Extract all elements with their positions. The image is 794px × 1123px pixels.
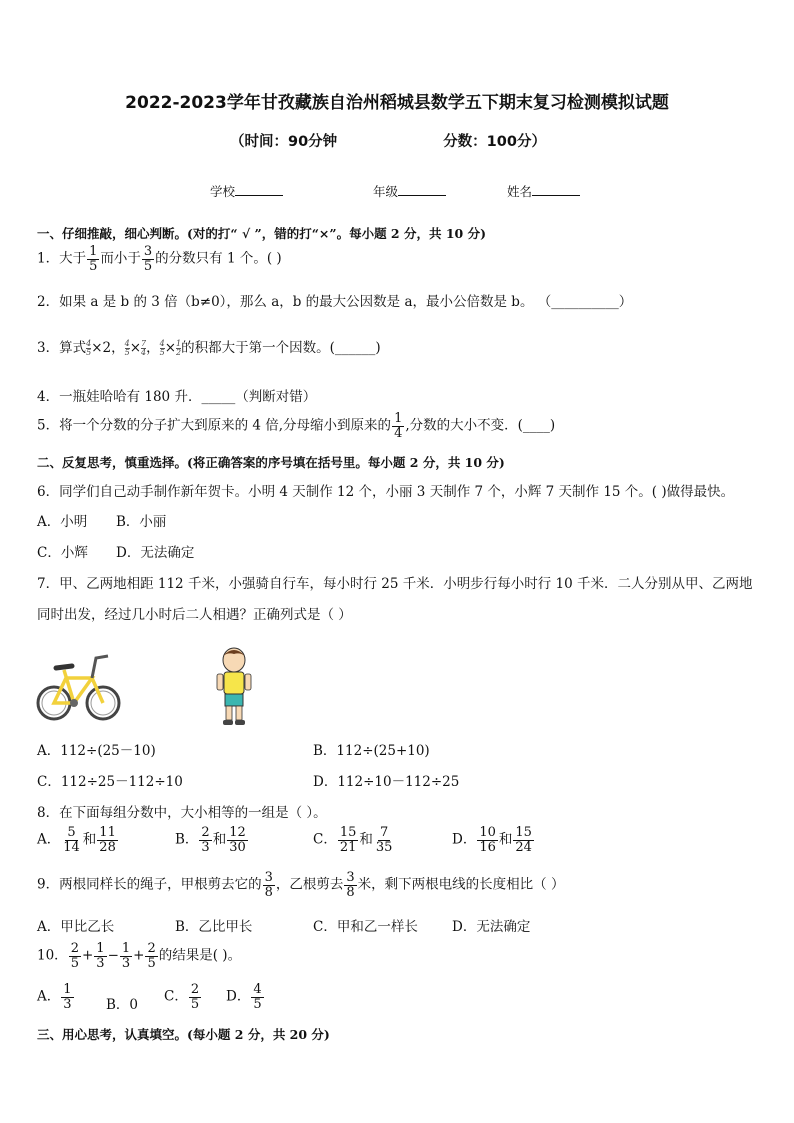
score-info: 分数：100分） <box>443 134 546 150</box>
q6-option-a[interactable]: A．小明 <box>37 514 88 530</box>
question-3: 3．算式 $\frac{4}{5}$ ×2， $\frac{4}{5}$ × $\frac{7}{4}$ ， $\frac{4}{5}$ × $\frac{1}{2}$ 的积都大于第一个因数。(______) <box>37 339 381 357</box>
section2-heading: 二、反复思考，慎重选择。(将正确答案的序号填在括号里。每小题 2 分，共 10 分) <box>37 455 505 470</box>
question-7-line2: 同时出发，经过几小时后二人相遇？正确列式是（ ） <box>37 607 352 623</box>
q6-option-c[interactable]: C．小辉 <box>37 545 88 561</box>
time-info: （时间：90分钟 <box>230 134 338 150</box>
grade-field[interactable] <box>373 182 446 200</box>
q8-option-b[interactable]: B． $\frac{2}{3}$ 和 $\frac{12}{30}$ <box>175 825 246 855</box>
section3-heading: 三、用心思考，认真填空。(每小题 2 分，共 20 分) <box>37 1027 330 1042</box>
small-fraction: $\frac{1}{2}$ <box>176 339 182 357</box>
q8-option-c[interactable]: C． $\frac{15}{21}$ 和 $\frac{7}{35}$ <box>313 825 393 855</box>
q8-option-d[interactable]: D． $\frac{10}{16}$ 和 $\frac{15}{24}$ <box>452 825 532 855</box>
q10-option-c[interactable]: C． $\frac{2}{5}$ <box>164 982 200 1012</box>
small-fraction: $\frac{4}{5}$ <box>124 339 130 357</box>
q10-option-a[interactable]: A． $\frac{1}{3}$ <box>37 982 72 1012</box>
name-field[interactable] <box>507 182 580 200</box>
question-7-line1: 7．甲、乙两地相距 112 千米，小强骑自行车，每小时行 25 千米．小明步行每小时行 10 千米．二人分别从甲、乙两地 <box>37 576 753 592</box>
q10-option-b[interactable]: B．0 <box>106 997 139 1013</box>
q9-option-b[interactable]: B．乙比甲长 <box>175 919 253 935</box>
fraction: $\frac{1}{5}$ <box>89 244 98 274</box>
school-label: 学校 <box>210 184 236 199</box>
question-5: 5．将一个分数的分子扩大到原来的 4 倍,分母缩小到原来的 $\frac{1}{4}$ ,分数的大小不变．(____) <box>37 411 556 441</box>
bicycle-image <box>36 648 122 726</box>
fraction: $\frac{1}{4}$ <box>394 411 403 441</box>
q10-option-d[interactable]: D． $\frac{4}{5}$ <box>226 982 262 1012</box>
question-10: 10． $\frac{2}{5}$ + $\frac{1}{3}$ − $\frac{1}{3}$ + $\frac{2}{5}$ 的结果是( )。 <box>37 941 242 971</box>
exam-subtitle <box>230 130 546 151</box>
q9-option-c[interactable]: C．甲和乙一样长 <box>313 919 418 935</box>
section1-heading: 一、仔细推敲，细心判断。(对的打“ √ ”，错的打“×”。每小题 2 分，共 10 分) <box>37 226 486 241</box>
name-label: 姓名 <box>507 184 533 199</box>
q7-option-a[interactable]: A．112÷(25－10) <box>37 743 156 759</box>
question-4: 4．一瓶娃哈哈有 180 升．_____（判断对错） <box>37 389 317 405</box>
boy-image <box>212 646 256 726</box>
q9-option-d[interactable]: D．无法确定 <box>452 919 531 935</box>
exam-title: 2022-2023学年甘孜藏族自治州稻城县数学五下期末复习检测模拟试题 <box>125 93 669 113</box>
q9-option-a[interactable]: A．甲比乙长 <box>37 919 115 935</box>
fraction: $\frac{3}{5}$ <box>143 244 153 274</box>
question-6: 6．同学们自己动手制作新年贺卡。小明 4 天制作 12 个，小丽 3 天制作 7 个，小辉 7 天制作 15 个。( )做得最快。 <box>37 484 735 500</box>
q7-option-c[interactable]: C．112÷25－112÷10 <box>37 774 183 790</box>
small-fraction: $\frac{7}{4}$ <box>141 339 147 357</box>
q7-option-b[interactable]: B．112÷(25+10) <box>313 743 430 759</box>
question-9: 9．两根同样长的绳子，甲根剪去它的 $\frac{3}{8}$ ，乙根剪去 $\frac{3}{8}$ 米，剩下两根电线的长度相比（ ） <box>37 870 565 900</box>
q6-option-b[interactable]: B．小丽 <box>116 514 167 530</box>
grade-label: 年级 <box>373 184 399 199</box>
small-fraction: $\frac{4}{5}$ <box>86 339 92 357</box>
question-1: 1．大于 $\frac{1}{5}$ 而小于 $\frac{3}{5}$ 的分数只有 1 个。( ) <box>37 244 282 274</box>
question-2: 2．如果 a 是 b 的 3 倍（b≠0），那么 a，b 的最大公因数是 a，最小公倍数是 b。 （__________） <box>37 294 633 310</box>
small-fraction: $\frac{4}{5}$ <box>159 339 165 357</box>
q7-option-d[interactable]: D．112÷10－112÷25 <box>313 774 460 790</box>
q6-option-d[interactable]: D．无法确定 <box>116 545 195 561</box>
question-8: 8．在下面每组分数中，大小相等的一组是（ ）。 <box>37 805 327 821</box>
school-field[interactable] <box>210 182 283 200</box>
q8-option-a[interactable]: A． $\frac{5}{14}$ 和 $\frac{11}{28}$ <box>37 825 116 855</box>
